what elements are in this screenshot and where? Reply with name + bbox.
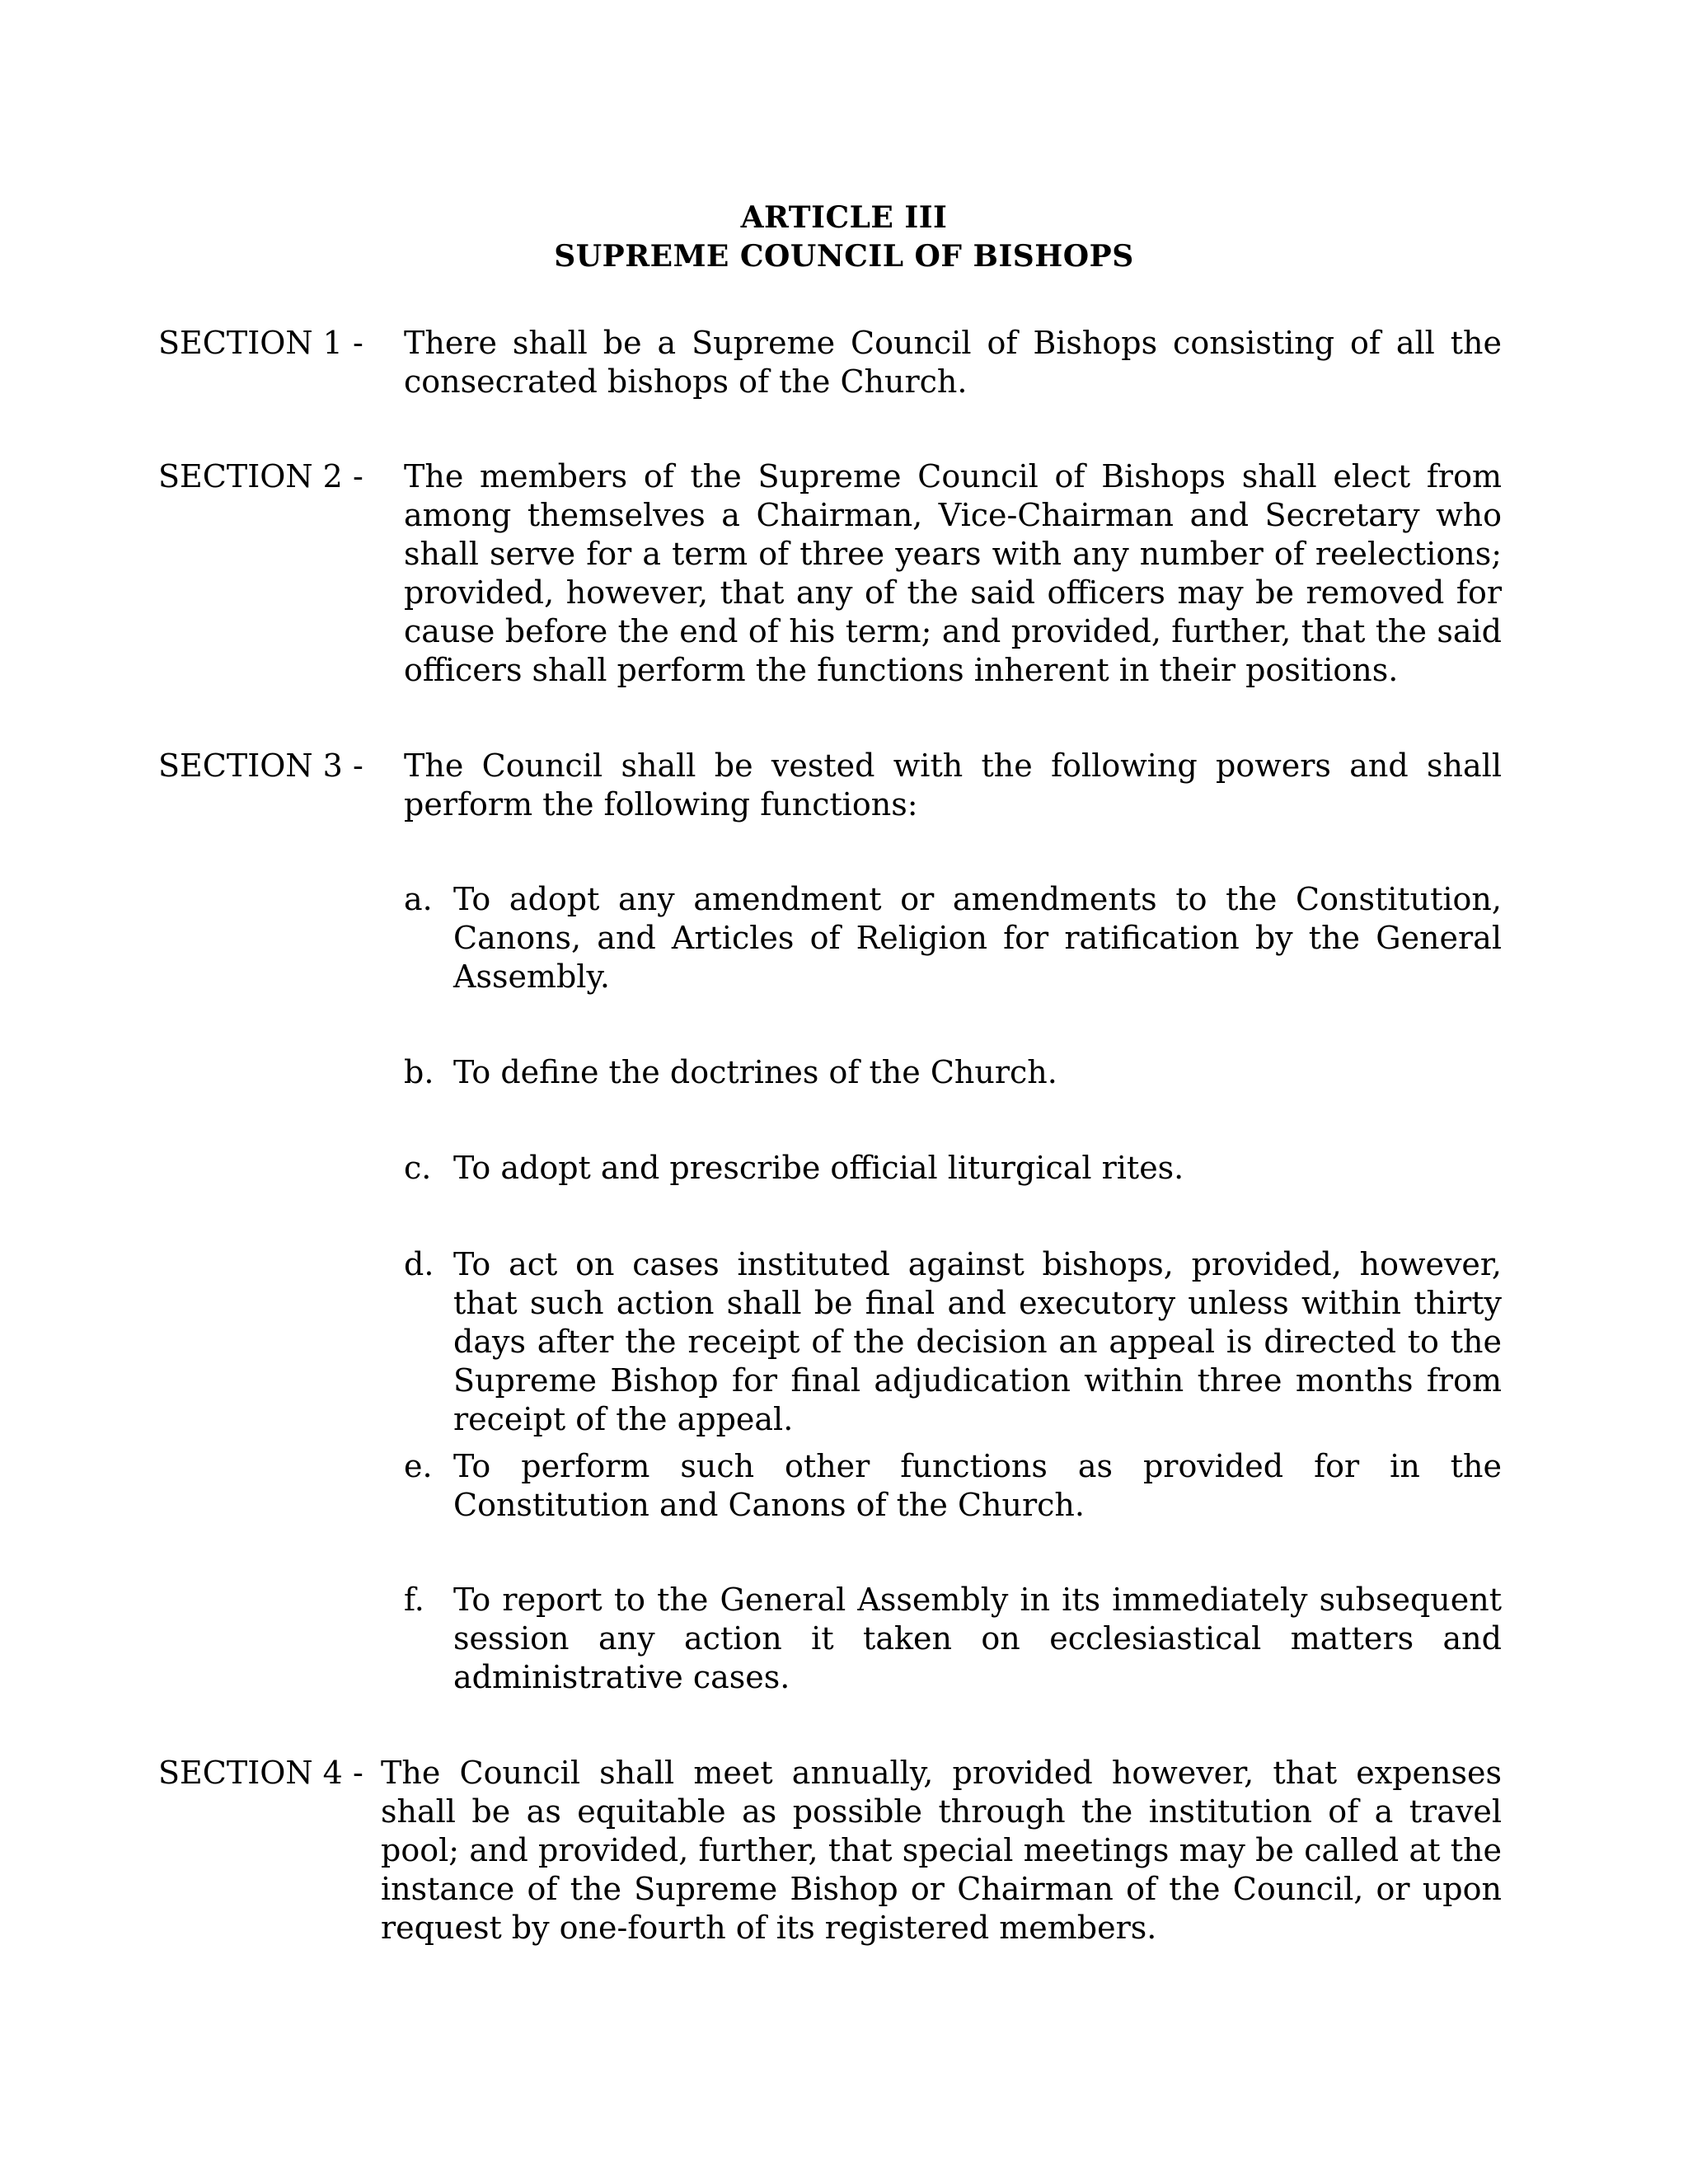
list-marker: d. (404, 1246, 434, 1282)
list-item-text: To adopt and prescribe official liturgical rites. (453, 1150, 1184, 1186)
list-item-text: To adopt any amendment or amendments to the Constitution, Canons, and Articles of Religion for ratification by the General Assembly. (453, 881, 1502, 995)
list-marker: c. (404, 1150, 432, 1186)
list-marker: a. (404, 881, 433, 917)
section-label: SECTION 2 - (158, 458, 363, 494)
list-marker: e. (404, 1448, 433, 1484)
section-text: The members of the Supreme Council of Bishops shall elect from among themselves a Chairman, Vice-Chairman and Secretary who shall serve for a term of three years with any number of reelections; provided, however, that any of the said officers may be removed for cause before the end of his term; and provided, further, that the said officers shall perform the functions inherent in their positions. (404, 458, 1502, 688)
article-number: ARTICLE III (740, 200, 948, 235)
list-item-text: To perform such other functions as provided for in the Constitution and Canons of the Church. (453, 1448, 1502, 1523)
list-item-text: To define the doctrines of the Church. (453, 1054, 1057, 1090)
list-marker: b. (404, 1054, 434, 1090)
section-text: The Council shall meet annually, provided however, that expenses shall be as equitable as possible through the institution of a travel pool; and provided, further, that special meetings may be called at the instance of the Supreme Bishop or Chairman of the Council, or upon request by one-fourth of its registered members. (381, 1755, 1502, 1946)
section-label: SECTION 4 - (158, 1755, 363, 1791)
section-text: The Council shall be vested with the following powers and shall perform the following functions: (404, 748, 1502, 823)
list-item-text: To report to the General Assembly in its immediately subsequent session any action it taken on ecclesiastical matters and administrative cases. (453, 1582, 1502, 1695)
article-title: SUPREME COUNCIL OF BISHOPS (554, 239, 1134, 274)
section-label: SECTION 3 - (158, 748, 363, 784)
section-text: There shall be a Supreme Council of Bishops consisting of all the consecrated bishops of the Church. (404, 325, 1502, 400)
list-item-text: To act on cases instituted against bishops, provided, however, that such action shall be final and executory unless within thirty days after the receipt of the decision an appeal is directed to the Supreme Bishop for final adjudication within three months from receipt of the appeal. (453, 1246, 1502, 1437)
section-label: SECTION 1 - (158, 325, 363, 361)
list-marker: f. (404, 1582, 424, 1618)
